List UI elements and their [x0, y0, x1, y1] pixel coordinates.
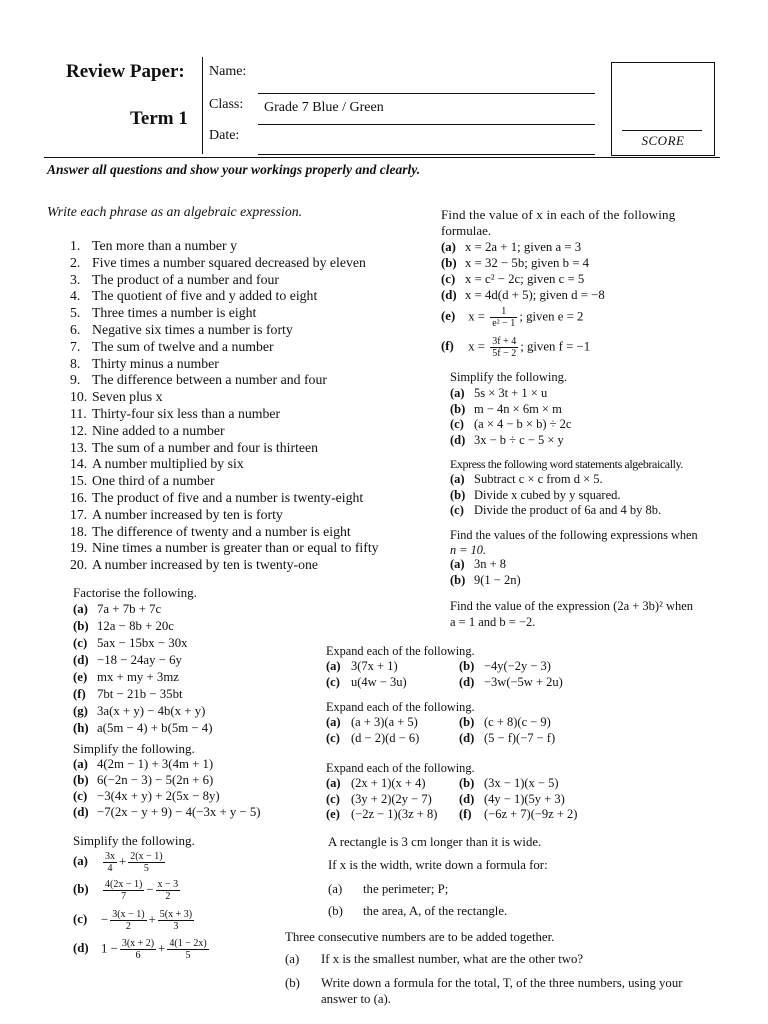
phrase-text: One third of a number [92, 473, 215, 489]
phrase-text: Three times a number is eight [92, 305, 257, 321]
expand3-text: (3x − 1)(x − 5) [484, 776, 559, 790]
phrase-item [70, 288, 379, 305]
name-label: Name: [209, 64, 247, 79]
simplify3-heading: Simplify the following. [450, 370, 568, 384]
consecutive-item-a-label: (a) [285, 952, 300, 966]
phrase-text: Thirty minus a number [92, 355, 219, 371]
fraction-2 [156, 879, 181, 902]
phrase-number: 15. [70, 473, 88, 489]
rectangle-line2: If x is the width, write down a formula for: [328, 858, 548, 872]
phrases-heading: Write each phrase as an algebraic expression. [47, 204, 303, 219]
values-heading: Find the values of the following expressions when [450, 528, 698, 542]
expand2-label: (d) [459, 730, 475, 745]
values-label: (a) [450, 557, 465, 571]
expand1-cell [326, 659, 459, 675]
phrase-item [70, 423, 379, 440]
values-text: 3n + 8 [474, 557, 507, 571]
consecutive-line1: Three consecutive numbers are to be added together. [285, 930, 555, 944]
phrase-number: 8. [70, 355, 81, 371]
simplify3-text: 5s × 3t + 1 × u [474, 386, 548, 400]
phrase-number: 17. [70, 506, 88, 522]
expand1-text: u(4w − 3u) [351, 674, 407, 689]
fraction-1-numerator: 3(x + 2) [121, 938, 155, 949]
phrase-item [70, 440, 379, 457]
expand3-cell [326, 776, 459, 792]
simplify2-operator: + [119, 854, 127, 869]
factorise-label: (a) [73, 602, 88, 616]
phrase-number: 3. [70, 271, 81, 287]
simplify1-label: (a) [73, 757, 88, 771]
title-term: Term 1 [130, 108, 188, 129]
phrases-list [70, 238, 379, 574]
formulae-list [441, 239, 605, 303]
formula-e-lhs: x = [468, 309, 486, 324]
factorise-item [73, 601, 212, 618]
phrase-item [70, 272, 379, 289]
phrase-item [70, 406, 379, 423]
word-item [450, 488, 661, 504]
simplify2-prefix: 1 − [101, 941, 118, 956]
word-text: Divide x cubed by y squared. [474, 487, 621, 502]
factorise-label: (f) [73, 687, 86, 701]
expand1-text: −4y(−2y − 3) [484, 659, 551, 673]
expand2-text: (a + 3)(a + 5) [351, 715, 418, 729]
simplify1-item [73, 788, 261, 804]
simplify1-text: −7(2x − y + 9) − 4(−3x + y − 5) [97, 805, 261, 819]
consecutive-item-b-text: Write down a formula for the total, T, of the three numbers, using your [321, 976, 683, 990]
factorise-text: 3a(x + y) − 4b(x + y) [97, 704, 206, 718]
fraction-2-numerator: 4(1 − 2x) [169, 938, 207, 949]
phrase-number: 7. [70, 338, 81, 354]
rectangle-item-a-text: the perimeter; P; [363, 882, 449, 896]
factorise-label: (g) [73, 704, 88, 718]
expand2-heading: Expand each of the following. [326, 700, 475, 714]
factorise-item [73, 652, 212, 669]
factorise-text: a(5m − 4) + b(5m − 4) [97, 721, 213, 735]
factorise-label: (d) [73, 653, 89, 667]
rectangle-item-b-text: the area, A, of the rectangle. [363, 904, 508, 918]
factorise-list [73, 601, 212, 737]
expand3-text: (2x + 1)(x + 4) [351, 776, 426, 790]
phrase-number: 6. [70, 321, 81, 337]
phrase-text: The product of a number and four [92, 271, 279, 287]
phrase-text: A number multiplied by six [92, 456, 244, 472]
word-item [450, 472, 661, 488]
expand3-text: (−6z + 7)(−9z + 2) [484, 807, 578, 821]
fraction-2-denominator: 5 [185, 950, 191, 961]
phrase-item [70, 456, 379, 473]
phrase-number: 4. [70, 288, 81, 304]
simplify2-operator: + [158, 941, 166, 956]
values-list [450, 557, 521, 588]
phrase-number: 12. [70, 422, 88, 438]
phrase-text: Seven plus x [92, 389, 163, 405]
word-text: Divide the product of 6a and 4 by 8b. [474, 503, 662, 517]
expand3-label: (b) [459, 776, 475, 790]
formula-f-numerator: 3f + 4 [492, 336, 517, 347]
formula-f-fraction [490, 336, 518, 359]
simplify2-item [73, 938, 211, 961]
score-label: SCORE [641, 133, 685, 148]
factorise-heading: Factorise the following. [73, 585, 197, 600]
word-label: (b) [450, 487, 466, 502]
formula-label: (c) [441, 272, 456, 286]
word-label: (a) [450, 472, 465, 486]
fraction-1-numerator: 4(2x − 1) [105, 879, 143, 890]
formulae-heading-cont: formulae. [441, 223, 492, 238]
phrase-number: 16. [70, 489, 88, 505]
expand3-label: (f) [459, 807, 472, 821]
simplify3-label: (c) [450, 417, 464, 431]
simplify1-item [73, 804, 261, 820]
phrase-number: 1. [70, 238, 81, 253]
rectangle-item-a-label: (a) [328, 882, 343, 896]
phrase-text: The difference of twenty and a number is eight [92, 523, 351, 539]
simplify2-prefix: − [101, 912, 109, 927]
consecutive-item-a [285, 952, 583, 967]
formula-label: (b) [441, 256, 457, 270]
rectangle-item-b [328, 904, 507, 919]
expand2-text: (d − 2)(d − 6) [351, 730, 420, 745]
simplify1-list [73, 756, 261, 820]
header-divider [202, 57, 203, 154]
class-label: Class: [209, 97, 244, 112]
phrase-number: 9. [70, 372, 81, 388]
phrase-number: 11. [70, 405, 87, 421]
factorise-label: (c) [73, 636, 88, 650]
expression-line1: Find the value of the expression (2a + 3b)² when [450, 599, 694, 613]
expand1-row [326, 675, 589, 691]
phrase-text: The sum of a number and four is thirteen [92, 439, 319, 455]
fraction-1-numerator: 3(x − 1) [112, 909, 145, 920]
fraction-2-denominator: 3 [173, 921, 179, 932]
factorise-item [73, 720, 212, 737]
formula-f-given: ; given f = −1 [520, 339, 591, 354]
phrase-number: 20. [70, 557, 88, 573]
expand3-grid [326, 776, 589, 823]
simplify3-item [450, 433, 571, 449]
expand3-text: (−2z − 1)(3z + 8) [351, 807, 438, 821]
fraction-2 [128, 851, 164, 874]
phrase-number: 18. [70, 523, 88, 539]
header-bottom-rule [44, 157, 720, 158]
expression-line2: a = 1 and b = −2. [450, 615, 536, 629]
expand1-cell [459, 659, 589, 675]
phrase-text: The quotient of five and y added to eight [92, 288, 318, 304]
expand3-row [326, 792, 589, 808]
factorise-item [73, 669, 212, 686]
formula-e [441, 306, 583, 329]
fraction-1-denominator: 4 [107, 863, 113, 874]
expand2-label: (a) [326, 715, 341, 729]
formula-text: x = c² − 2c; given c = 5 [465, 272, 585, 286]
expand3-label: (c) [326, 791, 340, 806]
fraction-2-numerator: 5(x + 3) [159, 909, 193, 920]
phrase-item [70, 507, 379, 524]
factorise-text: 5ax − 15bx − 30x [97, 636, 188, 650]
fraction-2-numerator: x − 3 [157, 879, 179, 890]
date-label: Date: [209, 128, 240, 143]
simplify3-text: m − 4n × 6m × m [474, 401, 562, 416]
factorise-label: (h) [73, 721, 89, 735]
factorise-text: 7a + 7b + 7c [97, 602, 162, 616]
factorise-item [73, 635, 212, 652]
simplify3-item [450, 402, 571, 418]
phrase-text: The sum of twelve and a number [92, 338, 274, 354]
fraction-2-denominator: 2 [165, 891, 171, 902]
phrase-number: 10. [70, 389, 88, 405]
word-heading: Express the following word statements algebraically. [450, 457, 684, 471]
simplify1-item [73, 756, 261, 772]
expand2-text: (c + 8)(c − 9) [484, 715, 551, 729]
formula-f-label: (f) [441, 339, 454, 354]
consecutive-item-b [285, 976, 683, 991]
simplify3-label: (a) [450, 386, 465, 400]
expand2-cell [459, 731, 589, 747]
phrase-item [70, 557, 379, 574]
expand3-row [326, 807, 589, 823]
expand1-label: (b) [459, 659, 475, 673]
factorise-item [73, 703, 212, 720]
simplify2-item [73, 879, 182, 902]
phrase-item [70, 372, 379, 389]
simplify1-heading: Simplify the following. [73, 741, 195, 756]
phrase-text: Five times a number squared decreased by eleven [92, 254, 366, 270]
formula-e-label: (e) [441, 309, 456, 324]
expand1-grid [326, 659, 589, 690]
phrase-text: The difference between a number and four [92, 372, 327, 388]
phrase-item [70, 473, 379, 490]
formula-text: x = 4d(d + 5); given d = −8 [465, 288, 605, 302]
factorise-label: (e) [73, 670, 88, 684]
formula-e-denominator: e² − 1 [492, 318, 516, 329]
phrase-number: 5. [70, 305, 81, 321]
expand1-cell [326, 675, 459, 691]
simplify2-heading: Simplify the following. [73, 833, 195, 848]
expand1-label: (a) [326, 659, 341, 673]
simplify3-label: (b) [450, 401, 466, 416]
values-text: 9(1 − 2n) [474, 572, 521, 587]
phrase-text: Ten more than a number y [92, 238, 238, 253]
simplify2-label: (d) [73, 941, 89, 956]
simplify2-operator: − [146, 882, 154, 897]
fraction-2-numerator: 2(x − 1) [130, 851, 163, 862]
simplify1-text: 6(−2n − 3) − 5(2n + 6) [97, 773, 214, 787]
expand1-label: (c) [326, 674, 340, 689]
simplify1-text: 4(2m − 1) + 3(4m + 1) [97, 757, 214, 771]
word-label: (c) [450, 503, 464, 517]
fraction-1 [110, 909, 146, 932]
fraction-1 [103, 851, 117, 874]
expand2-cell [326, 715, 459, 731]
simplify2-item [73, 851, 167, 874]
consecutive-item-b-cont: answer to (a). [321, 992, 391, 1006]
expand2-label: (b) [459, 715, 475, 729]
fraction-1 [103, 879, 144, 902]
phrase-text: The product of five and a number is twenty-eight [92, 489, 364, 505]
score-box[interactable] [611, 62, 715, 156]
formula-f-lhs: x = [468, 339, 486, 354]
values-heading-cont: n = 10. [450, 543, 486, 557]
phrase-text: Thirty-four six less than a number [92, 405, 281, 421]
phrase-item [70, 305, 379, 322]
name-field-line[interactable] [258, 93, 595, 94]
expand3-label: (d) [459, 791, 475, 806]
simplify1-text: −3(4x + y) + 2(5x − 8y) [97, 789, 220, 803]
expand3-text: (3y + 2)(2y − 7) [351, 791, 432, 806]
word-text: Subtract c × c from d × 5. [474, 472, 603, 486]
formula-e-given: ; given e = 2 [519, 309, 584, 324]
expand3-text: (4y − 1)(5y + 3) [484, 791, 565, 806]
formula-f-denominator: 5f − 2 [492, 348, 517, 359]
expand1-cell [459, 675, 589, 691]
expand1-text: −3w(−5w + 2u) [484, 674, 563, 689]
formula-label: (a) [441, 240, 456, 254]
simplify3-text: (a × 4 − b × b) ÷ 2c [474, 417, 572, 431]
expand2-label: (c) [326, 730, 340, 745]
simplify2-operator: + [148, 912, 156, 927]
values-item [450, 557, 521, 573]
simplify1-label: (c) [73, 789, 88, 803]
formula-label: (d) [441, 288, 457, 302]
simplify2-label: (c) [73, 912, 88, 927]
formula-item [441, 271, 605, 287]
expand1-heading: Expand each of the following. [326, 644, 475, 658]
phrase-text: Nine times a number is greater than or equal to fifty [92, 540, 379, 556]
score-line [622, 130, 702, 131]
instruction: Answer all questions and show your workings properly and clearly. [47, 162, 421, 177]
phrase-item [70, 339, 379, 356]
phrase-number: 2. [70, 254, 81, 270]
simplify2-item [73, 909, 196, 932]
expand2-row [326, 715, 589, 731]
expand1-text: 3(7x + 1) [351, 659, 398, 673]
expand3-cell [326, 807, 459, 823]
simplify1-label: (d) [73, 805, 89, 819]
simplify2-label: (a) [73, 854, 88, 869]
factorise-label: (b) [73, 619, 89, 633]
simplify3-list [450, 386, 571, 448]
expand2-text: (5 − f)(−7 − f) [484, 730, 556, 745]
phrase-item [70, 389, 379, 406]
fraction-2-denominator: 5 [143, 863, 149, 874]
phrase-text: Nine added to a number [92, 422, 225, 438]
expand1-row [326, 659, 589, 675]
simplify2-label: (b) [73, 882, 89, 897]
phrase-item [70, 540, 379, 557]
phrase-text: A number increased by ten is forty [92, 506, 283, 522]
simplify3-item [450, 386, 571, 402]
factorise-text: mx + my + 3mz [97, 670, 179, 684]
expand3-cell [459, 776, 589, 792]
expand2-cell [326, 731, 459, 747]
formulae-heading: Find the value of x in each of the following [441, 207, 676, 222]
formula-e-numerator: 1 [490, 306, 517, 318]
expand3-cell [459, 792, 589, 808]
phrase-number: 13. [70, 439, 88, 455]
fraction-1-denominator: 7 [121, 891, 127, 902]
values-label: (b) [450, 572, 466, 587]
phrase-item [70, 490, 379, 507]
simplify1-label: (b) [73, 773, 89, 787]
rectangle-item-b-label: (b) [328, 904, 343, 918]
phrase-text: Negative six times a number is forty [92, 321, 293, 337]
formula-item [441, 255, 605, 271]
formula-e-fraction [490, 306, 517, 329]
formula-text: x = 2a + 1; given a = 3 [465, 240, 582, 254]
expand3-cell [326, 792, 459, 808]
consecutive-item-b-label: (b) [285, 976, 300, 990]
class-field-line [258, 124, 595, 125]
expand2-grid [326, 715, 589, 746]
phrase-item [70, 255, 379, 272]
factorise-text: 7bt − 21b − 35bt [97, 687, 183, 701]
phrase-number: 14. [70, 456, 88, 472]
simplify1-item [73, 772, 261, 788]
phrase-item [70, 356, 379, 373]
phrase-text: A number increased by ten is twenty-one [92, 557, 319, 573]
formula-text: x = 32 − 5b; given b = 4 [465, 256, 590, 270]
factorise-text: −18 − 24ay − 6y [97, 653, 182, 667]
phrase-item [70, 524, 379, 541]
expand3-label: (e) [326, 807, 340, 821]
class-value[interactable]: Grade 7 Blue / Green [264, 100, 384, 115]
fraction-1-denominator: 2 [125, 921, 131, 932]
expand3-cell [459, 807, 589, 823]
fraction-1 [120, 938, 156, 961]
values-item [450, 573, 521, 589]
fraction-2 [158, 909, 194, 932]
formula-f [441, 336, 590, 359]
word-item [450, 503, 661, 519]
formula-item [441, 287, 605, 303]
fraction-2 [167, 938, 208, 961]
factorise-item [73, 686, 212, 703]
simplify3-text: 3x − b ÷ c − 5 × y [474, 432, 564, 447]
consecutive-item-a-text: If x is the smallest number, what are the other two? [321, 952, 584, 966]
title-review-paper: Review Paper: [66, 61, 185, 82]
date-field-line[interactable] [258, 154, 595, 155]
phrase-item [70, 322, 379, 339]
phrase-item [70, 238, 379, 255]
expand3-label: (a) [326, 776, 341, 790]
simplify3-item [450, 417, 571, 433]
formula-item [441, 239, 605, 255]
rectangle-line1: A rectangle is 3 cm longer than it is wide. [328, 835, 542, 849]
expand3-heading: Expand each of the following. [326, 761, 475, 775]
expand1-label: (d) [459, 674, 475, 689]
fraction-1-numerator: 3x [105, 851, 115, 862]
fraction-1-denominator: 6 [135, 950, 141, 961]
simplify3-label: (d) [450, 432, 466, 447]
rectangle-item-a [328, 882, 448, 897]
expand3-row [326, 776, 589, 792]
phrase-number: 19. [70, 540, 88, 556]
factorise-text: 12a − 8b + 20c [97, 619, 174, 633]
factorise-item [73, 618, 212, 635]
expand2-row [326, 731, 589, 747]
word-list [450, 472, 661, 519]
expand2-cell [459, 715, 589, 731]
